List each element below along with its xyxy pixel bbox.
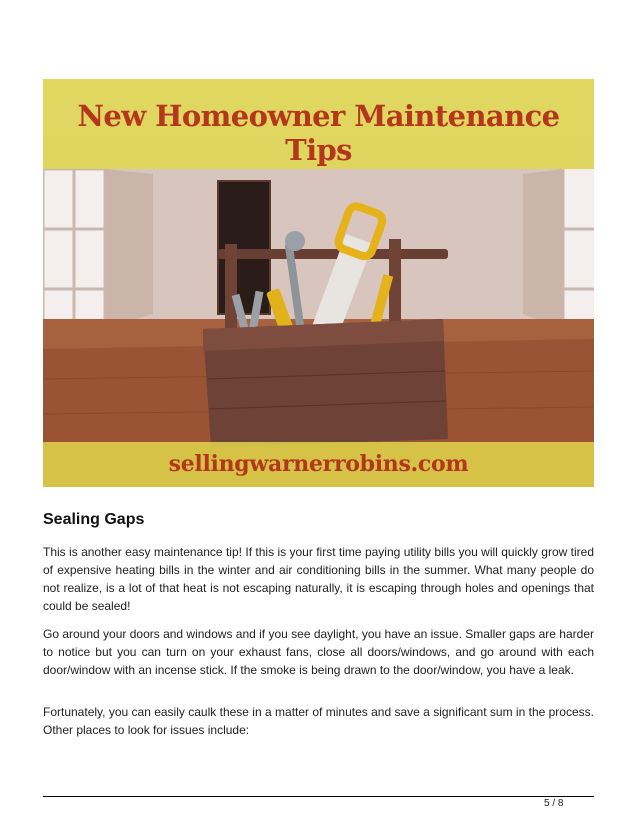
hero-image (43, 79, 594, 487)
banner-site-name: sellingwarnerrobins.com (168, 451, 469, 477)
paragraph-3: Fortunately, you can easily caulk these in a matter of minutes and save a significant sum in the process. Other places to look for issues include: (43, 705, 594, 737)
page-number: 5 / 8 (544, 798, 564, 809)
section-heading: Sealing Gaps (43, 511, 145, 528)
paragraph-1: This is another easy maintenance tip! If this is your first time paying utility bills you will quickly grow tired of expensive heating bills in the winter and air conditioning bills in the summer. What many people do not realize, is a lot of that heat is not escaping naturally, it is escaping through holes and openings that could be sealed! (43, 545, 594, 613)
banner-title: New Homeowner Maintenance Tips (77, 99, 560, 167)
paragraph-2: Go around your doors and windows and if you see daylight, you have an issue. Smaller gaps are harder to notice but you can turn on your exhaust fans, close all doors/windows, and go around with each door/window with an incense stick. If the smoke is being drawn to the door/window, you have a leak. (43, 627, 594, 677)
site-banner (43, 442, 594, 487)
footer-divider (43, 796, 594, 797)
title-banner (43, 79, 594, 169)
